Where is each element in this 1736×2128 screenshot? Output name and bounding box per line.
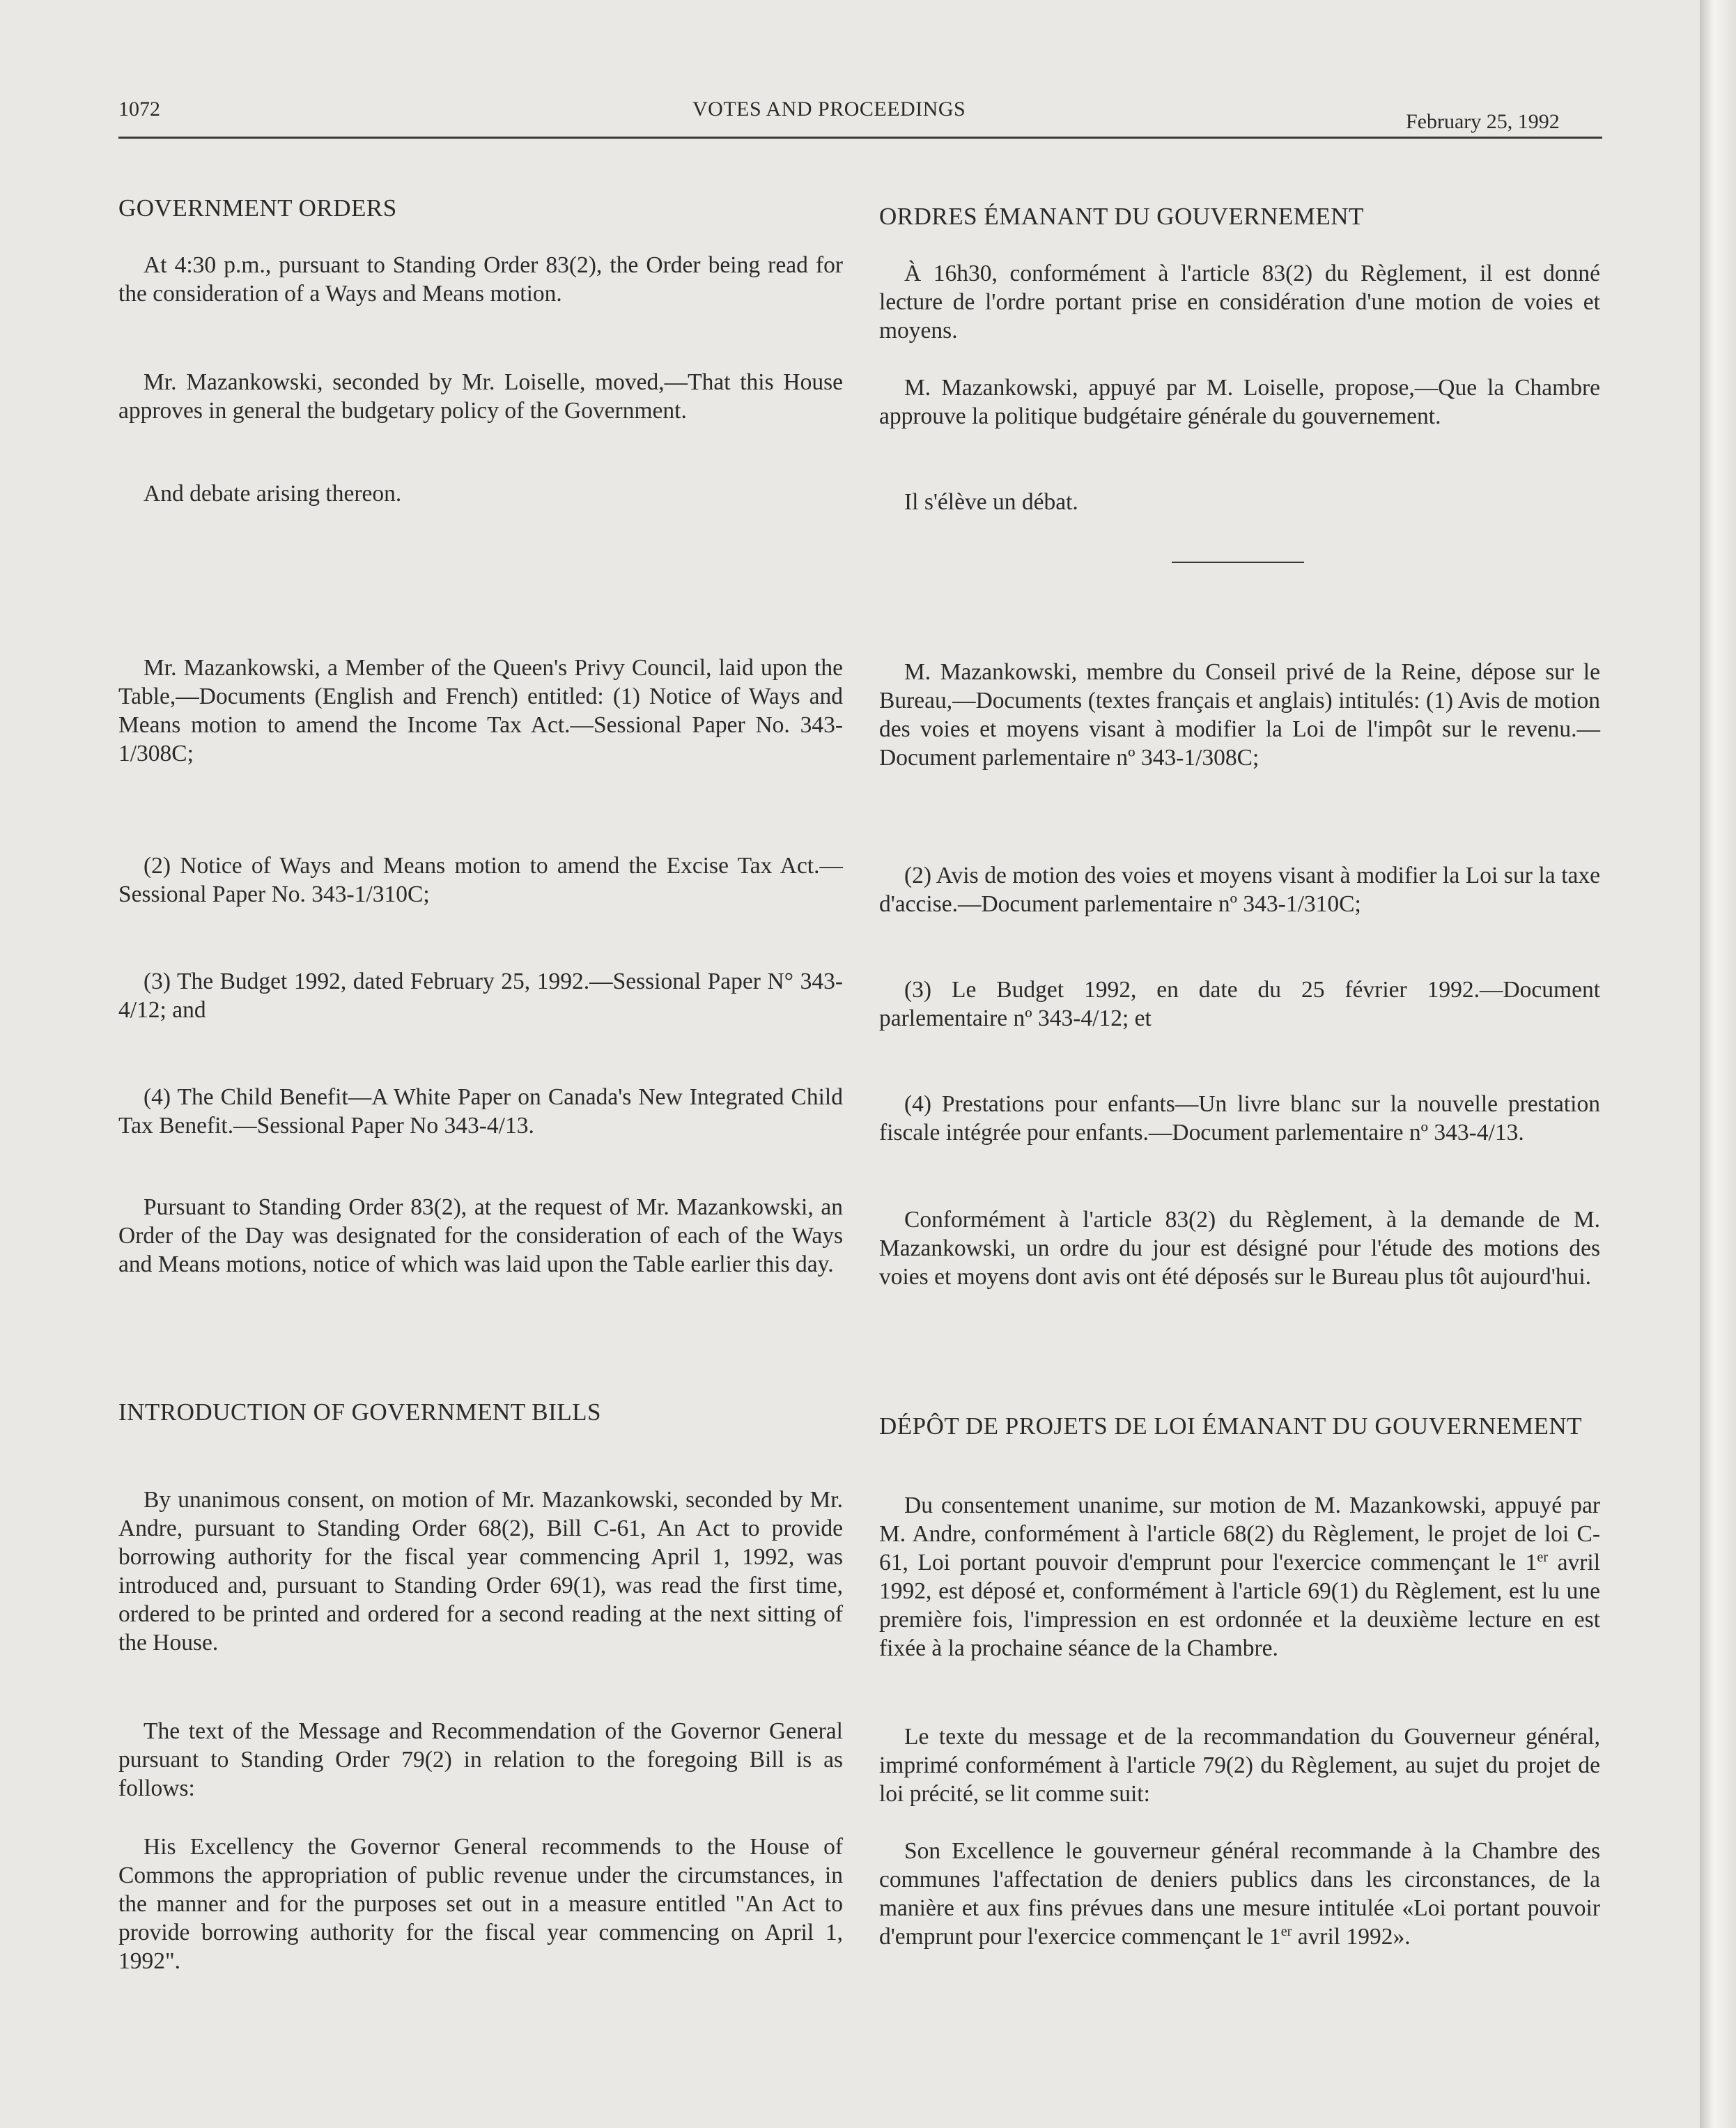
paragraphe-document-4: (4) Prestations pour enfants—Un livre blanc sur la nouvelle prestation fiscale intégrée pour enfants.—Document parlementaire nº 343-4/13. bbox=[879, 1091, 1600, 1146]
paragraph-debate: And debate arising thereon. bbox=[144, 481, 402, 507]
running-title: VOTES AND PROCEEDINGS bbox=[692, 98, 966, 121]
paragraph-order-read: At 4:30 p.m., pursuant to Standing Order 83(2), the Order being read for the consideration of a Ways and Means motion. bbox=[118, 252, 843, 307]
paragraph-document-3: (3) The Budget 1992, dated February 25, 1992.—Sessional Paper N° 343-4/12; and bbox=[118, 969, 843, 1023]
paragraphe-excellence bbox=[879, 1837, 1600, 1951]
heading-depot-projets-loi: DÉPÔT DE PROJETS DE LOI ÉMANANT DU GOUVERNEMENT bbox=[879, 1412, 1582, 1440]
paragraphe-projet-loi-part-1: Du consentement unanime, sur motion de M. Mazankowski, appuyé par M. Andre, conformément à l'article 68(2) du Règlement, le projet de loi C-61, Loi portant pouvoir d'emprunt pour l'exercice commençant le 1 bbox=[879, 1493, 1600, 1575]
paragraph-order-of-day: Pursuant to Standing Order 83(2), at the request of Mr. Mazankowski, an Order of the Day was designated for the consideration of each of the Ways and Means motions, notice of which was laid upon the Table earlier this day. bbox=[118, 1194, 843, 1277]
paragraph-excellency: His Excellency the Governor General recommends to the House of Commons the appropriation of public revenue under the circumstances, in the manner and for the purposes set out in a measure entitled "An Act to provide borrowing authority for the fiscal year commencing on April 1, 1992". bbox=[118, 1834, 843, 1974]
paragraphe-projet-loi-part-2: avril 1992, est déposé et, conformément à l'article 69(1) du Règlement, est lu une première fois, l'impression en est ordonnée et la deuxième lecture en est fixée à la prochaine séance de la Chambre. bbox=[879, 1550, 1601, 1661]
heading-introduction-bills: INTRODUCTION OF GOVERNMENT BILLS bbox=[118, 1398, 601, 1426]
paragraphe-documents: M. Mazankowski, membre du Conseil privé de la Reine, dépose sur le Bureau,—Documents (textes français et anglais) intitulés: (1) Avis de motion des voies et moyens visant à modifier la Loi de l'impôt sur le revenu.—Document parlementaire nº 343-1/308C; bbox=[879, 659, 1600, 771]
paragraphe-document-3: (3) Le Budget 1992, en date du 25 février 1992.—Document parlementaire nº 343-4/12; et bbox=[879, 977, 1600, 1031]
paragraphe-debat: Il s'élève un débat. bbox=[904, 489, 1078, 515]
paragraph-motion: Mr. Mazankowski, seconded by Mr. Loiselle, moved,—That this House approves in general the budgetary policy of the Government. bbox=[118, 369, 843, 424]
page-number: 1072 bbox=[118, 98, 160, 121]
section-separator-rule bbox=[1172, 562, 1304, 563]
paragraphe-excellence-part-2: avril 1992». bbox=[1292, 1924, 1411, 1950]
paragraphe-projet-loi bbox=[879, 1491, 1600, 1663]
paragraphe-excellence-part-1: Son Excellence le gouverneur général recommande à la Chambre des communes l'affectation de deniers publics dans les circonstances, de la manière et aux fins prévues dans une mesure intitulée «Loi portant pouvoir d'emprunt pour l'exercice commençant le 1 bbox=[879, 1838, 1600, 1950]
paragraph-document-4: (4) The Child Benefit—A White Paper on Canada's New Integrated Child Tax Benefit.—Sessional Paper No 343-4/13. bbox=[118, 1084, 843, 1139]
paragraphe-document-2: (2) Avis de motion des voies et moyens visant à modifier la Loi sur la taxe d'accise.—Document parlementaire nº 343-1/310C; bbox=[879, 863, 1600, 917]
heading-ordres-gouvernement: ORDRES ÉMANANT DU GOUVERNEMENT bbox=[879, 203, 1364, 230]
paragraph-bill-introduced: By unanimous consent, on motion of Mr. Mazankowski, seconded by Mr. Andre, pursuant to Standing Order 68(2), Bill C-61, An Act to provide borrowing authority for the fiscal year commencing April 1, 1992, was introduced and, pursuant to Standing Order 69(1), was read the first time, ordered to be printed and ordered for a second reading at the next sitting of the House. bbox=[118, 1487, 843, 1656]
heading-government-orders: GOVERNMENT ORDERS bbox=[118, 194, 397, 222]
superscript-er: er bbox=[1280, 1923, 1292, 1939]
paragraph-document-2: (2) Notice of Ways and Means motion to amend the Excise Tax Act.—Sessional Paper No. 343-1/310C; bbox=[118, 853, 843, 907]
header-rule bbox=[118, 137, 1602, 139]
page-date: February 25, 1992 bbox=[1406, 110, 1560, 133]
paragraphe-message: Le texte du message et de la recommandation du Gouverneur général, imprimé conformément à l'article 79(2) du Règlement, au sujet du projet de loi précité, se lit comme suit: bbox=[879, 1724, 1600, 1807]
page-edge bbox=[1700, 0, 1736, 2128]
superscript-er: er bbox=[1537, 1549, 1549, 1565]
paragraph-documents: Mr. Mazankowski, a Member of the Queen's Privy Council, laid upon the Table,—Documents (English and French) entitled: (1) Notice of Ways and Means motion to amend the Income Tax Act.—Sessional Paper No. 343-1/308C; bbox=[118, 655, 843, 766]
paragraphe-ordre-du-jour: Conformément à l'article 83(2) du Règlement, à la demande de M. Mazankowski, un ordre du jour est désigné pour l'étude des motions des voies et moyens dont avis ont été déposés sur le Bureau plus tôt aujourd'hui. bbox=[879, 1207, 1600, 1290]
paragraph-message: The text of the Message and Recommendation of the Governor General pursuant to Standing Order 79(2) in relation to the foregoing Bill is as follows: bbox=[118, 1718, 843, 1801]
paragraphe-motion: M. Mazankowski, appuyé par M. Loiselle, propose,—Que la Chambre approuve la politique budgétaire générale du gouvernement. bbox=[879, 375, 1600, 429]
paragraphe-ordre-lu: À 16h30, conformément à l'article 83(2) du Règlement, il est donné lecture de l'ordre portant prise en considération d'une motion de voies et moyens. bbox=[879, 261, 1600, 344]
